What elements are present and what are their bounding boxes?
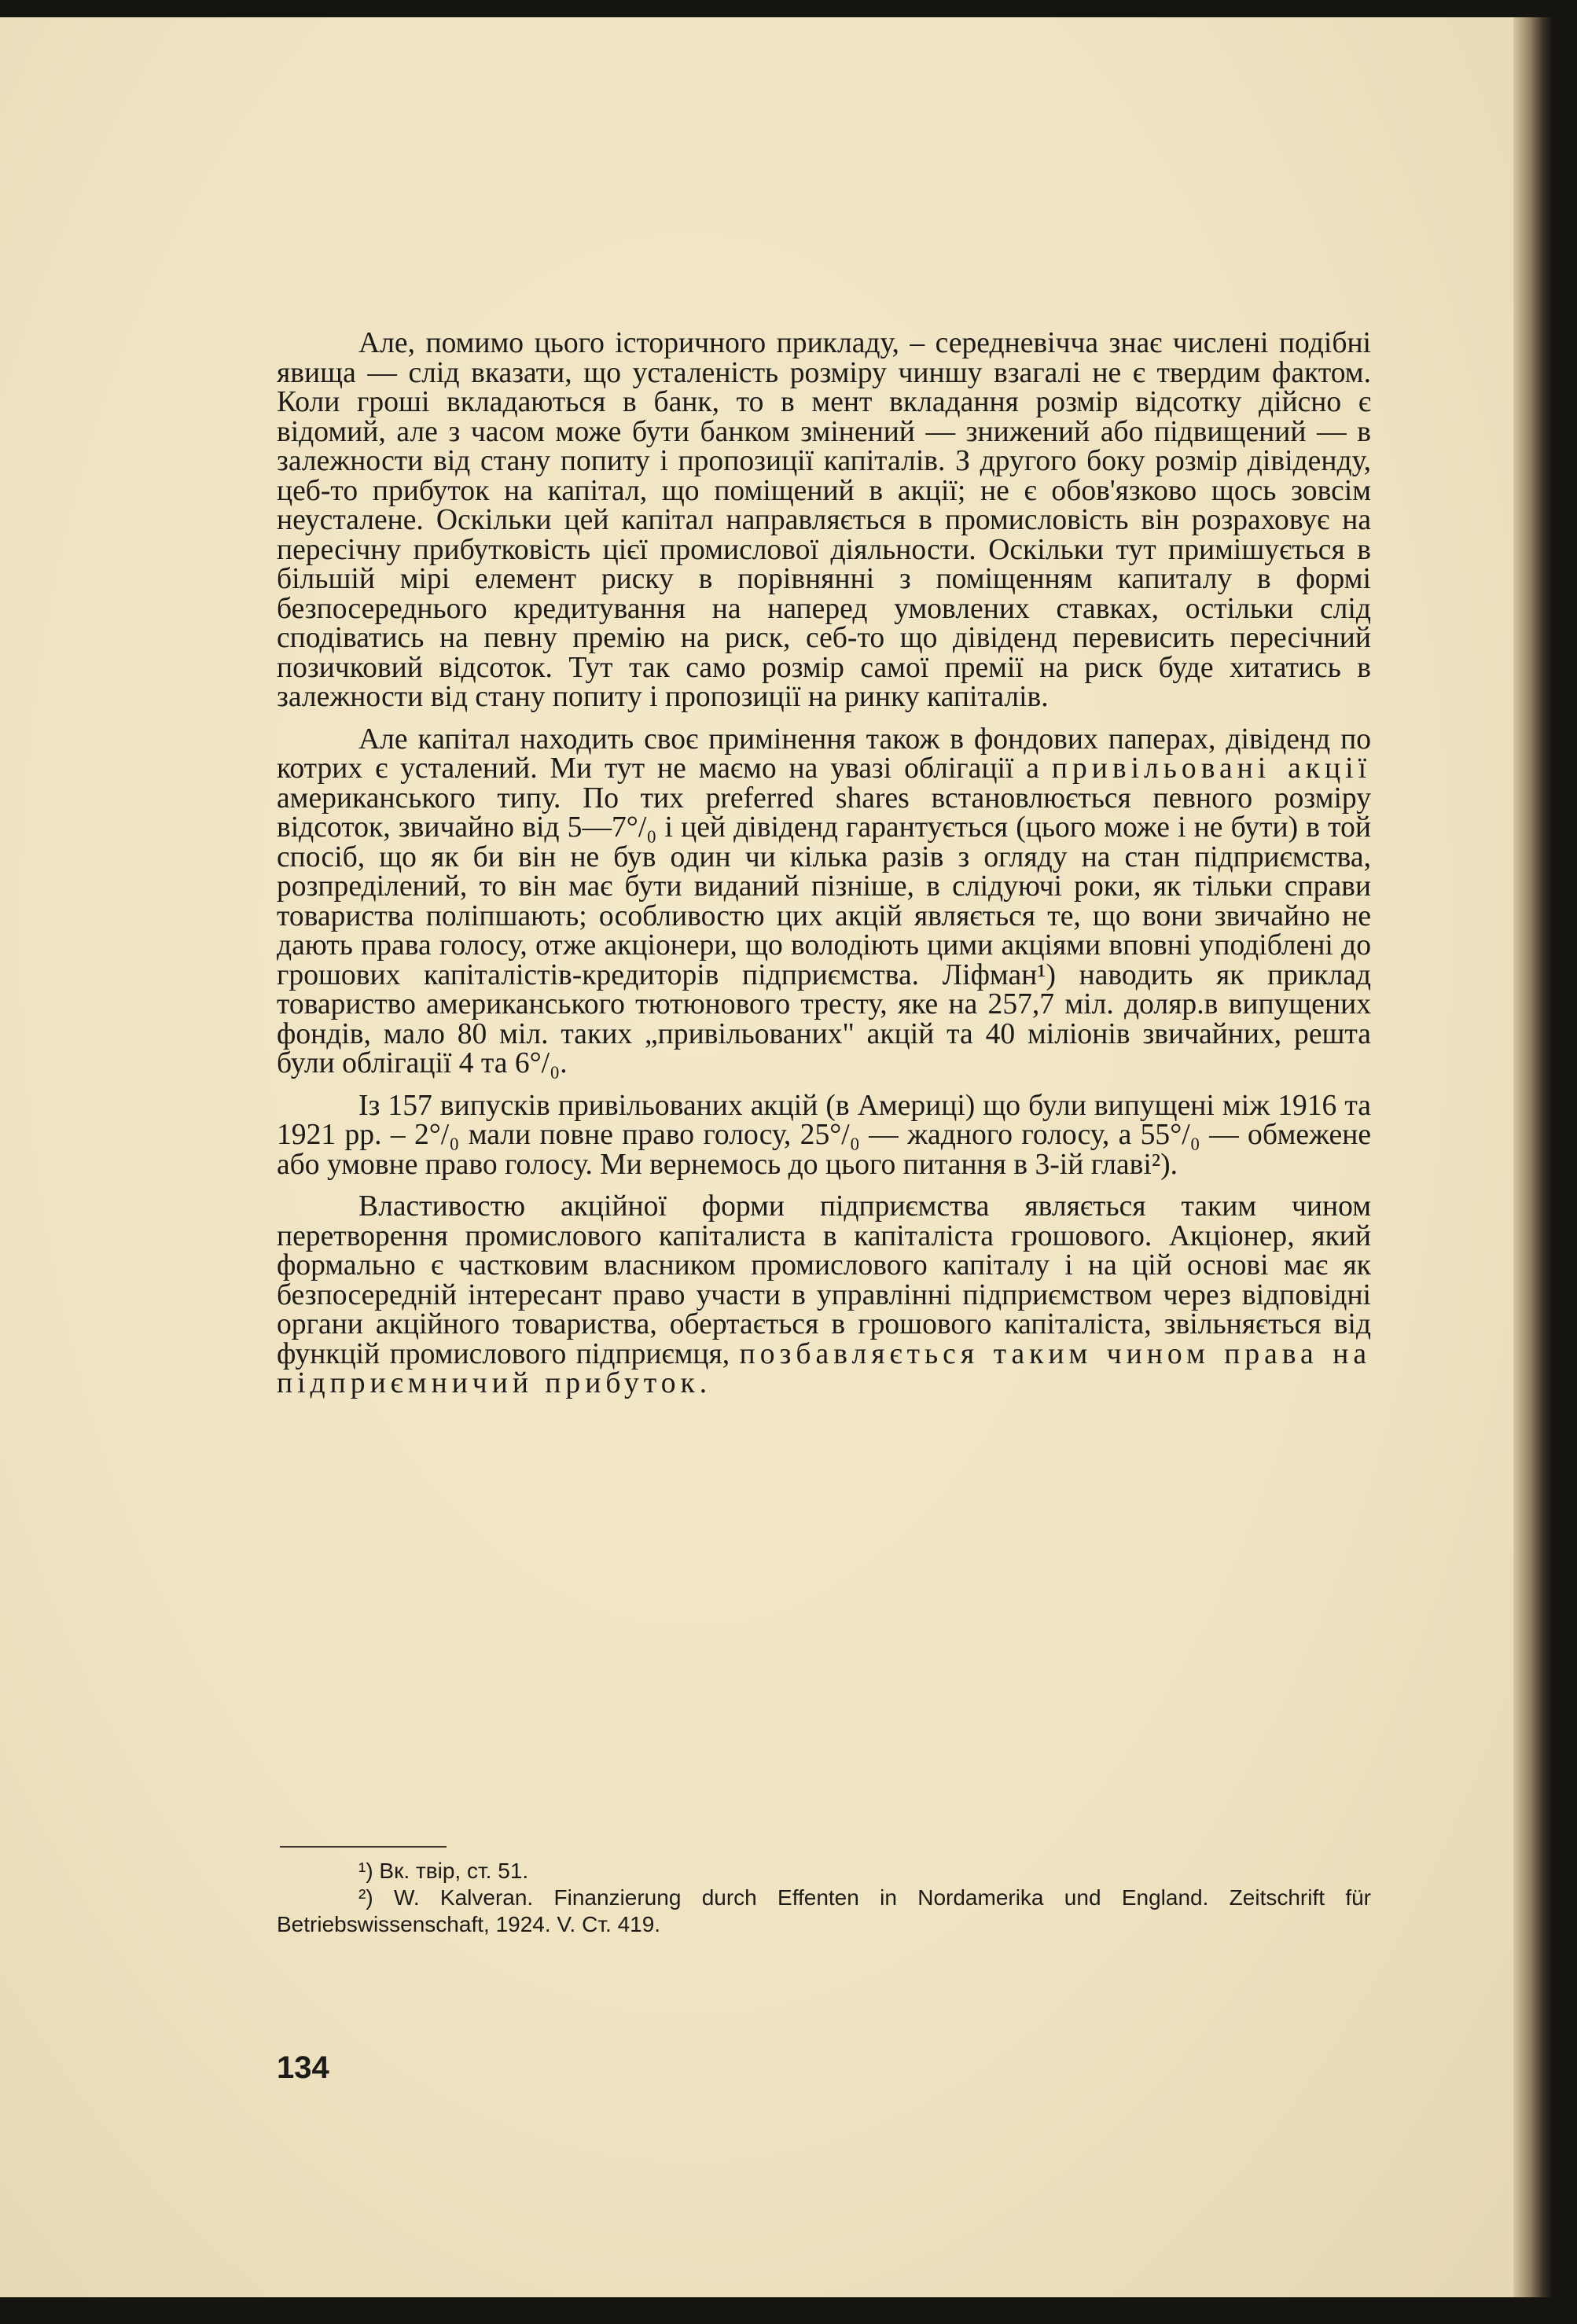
paragraph-2-text-a: Але капітал находить своє примінення також в фондових паперах, дівіденд по котрих є усталений. Ми тут не маємо на увазі облігації а (277, 723, 1371, 785)
main-text (277, 329, 1371, 1399)
paragraph-2-text-b: американського типу. По тих preferred shares встановлюється певного розміру відсоток, звичайно від 5—7°/₀ і цей дівіденд гарантується (цього може і не бути) в той спосіб, що як би він не був один чи кілька разів з огляду на стан підприємства, розпреділений, то він має бути виданий пізніше, в слідуючі роки, як тільки справи товариства поліпшають; особливостю цих акцій являється те, що вони звичайно не дають права голосу, отже акціонери, що володіють цими акціями вповні уподіблені до грошових капіталістів-кредиторів підприємства. Ліфман¹) наводить як приклад товариство американського тютюнового тресту, яке на 257,7 міл. доляр.в випущених фондів, мало 80 міл. таких „привільованих" акцій та 40 міліонів звичайних, решта були облігації 4 та 6°/₀. (277, 781, 1371, 1079)
footnote-1: ¹) Вк. твір, ст. 51. (358, 1859, 529, 1883)
page-number: 134 (277, 2050, 329, 2085)
footnote-divider (280, 1846, 447, 1848)
paragraph-1-text: Але, помимо цього історичного прикладу, – середневічча знає числені подібні явища — слід вказати, що усталеність розміру чиншу взагалі не є твердим фактом. Коли гроші вкладаються в банк, то в мент вкладання розмір відсотку дійсно є відомий, але з часом може бути банком змінений — знижений або підвищений — в залежности від стану попиту і пропозиції капіталів. З другого боку розмір дівіденду, цеб-то прибуток на капітал, що поміщений в акції; не є обов'язково щось зовсім неусталене. Оскільки цей капітал направляється в промисловість він розраховує на пересічну прибутковість цієї промислової діяльности. Оскільки тут примішується в більшій мірі елемент риску в порівнянні з поміщенням капиталу в формі безпосереднього кредитування на наперед умовлених ставках, остільки слід сподіватись на певну премію на риск, себ-то що дівіденд перевисить пересічний позичковий відсоток. Тут так само розмір самої премії на риск буде хитатись в залежности від стану попиту і пропозиції на ринку капіталів. (277, 327, 1371, 713)
paragraph-3 (277, 1091, 1371, 1180)
footnotes (277, 1858, 1371, 1938)
paragraph-2 (277, 725, 1371, 1079)
footnote-2: ²) W. Kalveran. Finanzierung durch Effenten in Nordamerika und England. Zeitschrift für Betriebswissenschaft, 1924. V. Ст. 419. (277, 1885, 1371, 1936)
paragraph-4 (277, 1192, 1371, 1399)
paragraph-2-emphasis: привільовані акції (1051, 752, 1372, 785)
paragraph-3-text: Із 157 випусків привільованих акцій (в Америці) що були випущені між 1916 та 1921 рр. – 2°/₀ мали повне право голосу, 25°/₀ — жадного голосу, а 55°/₀ — обмежене або умовне право голосу. Ми вернемось до цього питання в 3-ій главі²). (277, 1089, 1371, 1181)
book-binding-edge (1513, 17, 1553, 2297)
paragraph-4-text: Властивостю акційної форми підприємства являється таким чином перетворення промислового капіталиста в капіталіста грошового. Акціонер, який формально є частковим власником промислового капіталу і на цій основі має як безпосередній інтересант право участи в управлінні підприємством через відповідні органи акційного товариства, обертається в грошового капіталіста, звільняється від функцій промислового підприємця, (277, 1190, 1371, 1370)
paragraph-4-emphasis: позбавляється таким чином права на підприємничий прибуток. (277, 1337, 1371, 1399)
paragraph-1 (277, 329, 1371, 712)
